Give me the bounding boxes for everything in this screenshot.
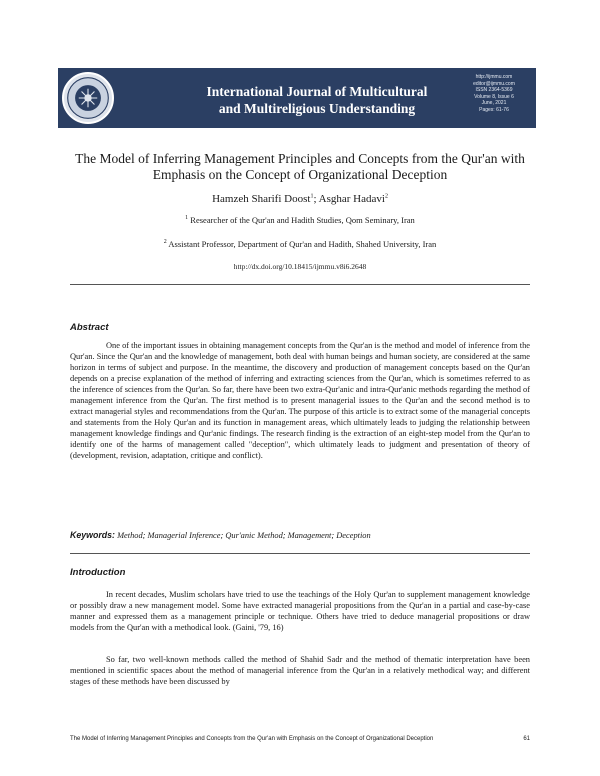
divider-bottom [70, 553, 530, 554]
affiliation-1-mark: 1 [185, 215, 189, 222]
doi-link[interactable]: http://dx.doi.org/10.18415/ijmmu.v8i6.2648 [233, 262, 367, 271]
journal-date: June, 2021 [481, 100, 507, 107]
author-2: Asghar Hadavi [318, 193, 385, 205]
journal-title-line-1: International Journal of Multicultural [206, 84, 428, 99]
journal-volume: Volume 8, Issue 6 [474, 93, 514, 100]
author-1: Hamzeh Sharifi Doost [212, 193, 311, 205]
author-2-affil-mark: 2 [384, 193, 388, 200]
affiliation-1 [0, 215, 600, 225]
paper-title [60, 151, 540, 183]
affiliation-2-mark: 2 [163, 239, 167, 246]
journal-meta [458, 74, 530, 114]
introduction-paragraph-2: So far, two well-known methods called the method of Shahid Sadr and the method of thematic interpretation have been mentioned in scientific spaces about the method of managerial inference from the Qur'an in a relatively methodical way; and different stages of these methods have been discussed by [70, 655, 530, 686]
journal-email[interactable]: editor@ijmmu.com [473, 80, 515, 87]
abstract-heading: Abstract [70, 322, 109, 333]
paper-title-line-1: The Model of Inferring Management Principles and Concepts from the Qur'an with [75, 151, 525, 166]
author-1-affil-mark: 1 [310, 193, 314, 200]
affiliation-1-text: Researcher of the Qur'an and Hadith Studies, Qom Seminary, Iran [188, 215, 415, 225]
introduction-heading: Introduction [70, 567, 126, 578]
running-title: The Model of Inferring Management Principles and Concepts from the Qur'an with Emphasis on the Concept of Organizational Deception [70, 736, 434, 742]
page-footer [70, 736, 530, 742]
journal-logo [62, 72, 114, 124]
author-list [0, 193, 600, 205]
author-separator: ; [313, 193, 319, 205]
journal-url[interactable]: http://ijmmu.com [475, 74, 513, 80]
introduction-paragraph-1: In recent decades, Muslim scholars have tried to use the teachings of the Holy Qur'an to supplement management knowledge or possibly draw a new management model. Some have extracted managerial propositions from the Qur'an in a partial and case-by-case manner and expressed them as a management principle or technique. Others have tried to deduce managerial propositions or draw models from the Qur'an with a methodical look. (Gaini, '79, 16) [70, 590, 530, 632]
paper-title-line-2: Emphasis on the Concept of Organizational Deception [152, 167, 448, 182]
keywords-label: Keywords: [70, 530, 115, 540]
keywords [70, 530, 530, 540]
journal-title [176, 83, 458, 117]
affiliation-2-text: Assistant Professor, Department of Qur'an and Hadith, Shahed University, Iran [166, 239, 437, 249]
journal-pages: Pages: 61-76 [479, 106, 509, 113]
keywords-value: Method; Managerial Inference; Qur'anic Method; Management; Deception [114, 531, 371, 540]
journal-issn: ISSN 2364-5369 [475, 87, 513, 94]
affiliation-2 [0, 239, 600, 249]
journal-banner [58, 68, 536, 128]
page-number: 61 [523, 736, 530, 742]
abstract-text: One of the important issues in obtaining management concepts from the Qur'an is the method and model of inference from the Qur'an. Since the Qur'an and the knowledge of management, both deal with human beings and human society, are considered at the same horizon in terms of subject and purpose. In the meantime, the discovery and production of management concepts based on the Qur'an depends on a precise explanation of the method of inferring and extracting sciences from the Qur'an, which is sometimes referred to as the inference of sciences from the Qur'an. So far, there have been two extra-Qur'anic and intra-Qur'anic methods regarding the method of management inference from the Qur'an. The first method is to present managerial issues to the Qur'an and the second method is to extract managerial styles and recommendations from the Qur'an. The purpose of this article is to extract some of the managerial concepts and statements from the Holy Qur'an and its function in management areas, which ultimately leads to judging the relationship between management knowledge findings and Qur'anic findings. The research finding is the extraction of an eight-step model from the Qur'an to identify one of the harms of management called "deception", which ultimately leads to judgment and presentation of theory of (development, revision, adaptation, critique and conflict). [70, 341, 530, 460]
journal-title-line-2: and Multireligious Understanding [218, 101, 416, 116]
divider-top [70, 284, 530, 285]
